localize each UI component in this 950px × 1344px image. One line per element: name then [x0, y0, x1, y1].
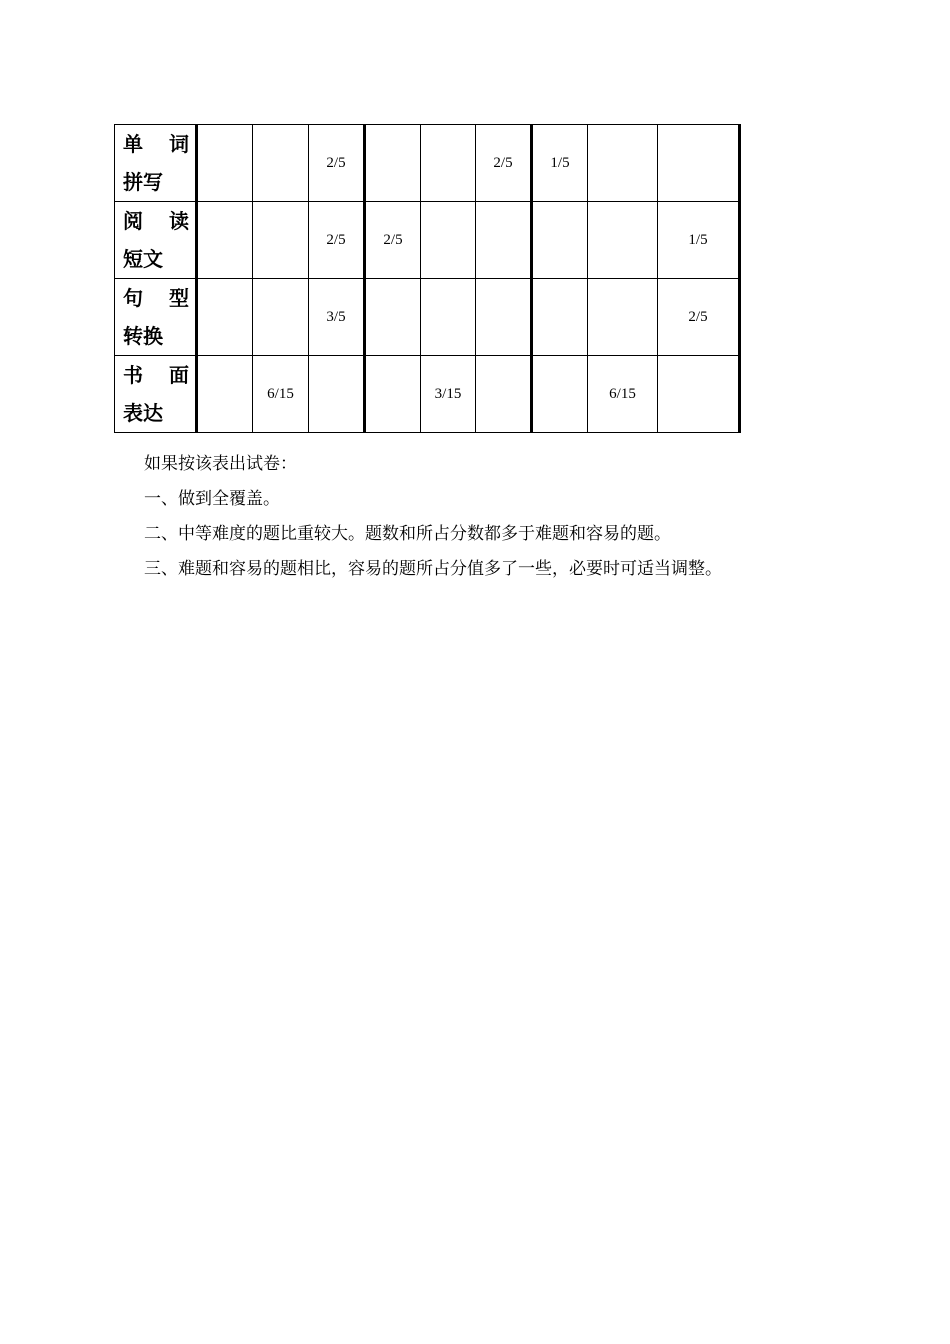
- table-cell: [476, 279, 532, 356]
- table-cell: 3/15: [421, 356, 476, 433]
- table-cell: [197, 125, 253, 202]
- table-cell: [253, 279, 309, 356]
- row-label-line2: 拼写: [123, 170, 163, 194]
- table-cell: [197, 279, 253, 356]
- table-cell: [532, 202, 588, 279]
- table-cell: [421, 202, 476, 279]
- question-spec-table: [114, 124, 741, 433]
- row-label-line1: [123, 125, 189, 163]
- row-label-line1: [123, 356, 189, 394]
- table-cell: [476, 356, 532, 433]
- row-label-char: 句: [123, 286, 143, 310]
- row-label-line2: 表达: [123, 401, 163, 425]
- row-label-char: 面: [169, 363, 189, 387]
- row-label: [115, 202, 197, 279]
- table-row: [115, 356, 740, 433]
- row-label-line1: [123, 279, 189, 317]
- note-point-1: 一、做到全覆盖。: [144, 489, 280, 509]
- table-cell: 2/5: [365, 202, 421, 279]
- table-cell: 2/5: [476, 125, 532, 202]
- table-cell: [365, 125, 421, 202]
- table-cell: [658, 125, 740, 202]
- row-label-line2: 转换: [123, 324, 163, 348]
- note-point-3: 三、难题和容易的题相比，容易的题所占分值多了一些，必要时可适当调整。: [144, 559, 722, 579]
- table-cell: [588, 125, 658, 202]
- row-label-char: 书: [123, 363, 143, 387]
- table-cell: 3/5: [309, 279, 365, 356]
- row-label-line2: 短文: [123, 247, 163, 271]
- table-row: [115, 202, 740, 279]
- row-label-char: 词: [169, 132, 189, 156]
- table-cell: [365, 356, 421, 433]
- table-row: [115, 279, 740, 356]
- table-cell: 1/5: [658, 202, 740, 279]
- table-cell: [588, 202, 658, 279]
- table-cell: [197, 356, 253, 433]
- table-cell: [197, 202, 253, 279]
- row-label: [115, 125, 197, 202]
- note-point-2: 二、中等难度的题比重较大。题数和所占分数都多于难题和容易的题。: [144, 524, 671, 544]
- table-cell: [365, 279, 421, 356]
- table-cell: [421, 279, 476, 356]
- table-cell: [421, 125, 476, 202]
- row-label-char: 型: [169, 286, 189, 310]
- row-label-line1: [123, 202, 189, 240]
- row-label: [115, 279, 197, 356]
- row-label-char: 阅: [123, 209, 143, 233]
- table-cell: 2/5: [309, 202, 365, 279]
- table-cell: 6/15: [588, 356, 658, 433]
- table-cell: [588, 279, 658, 356]
- table-cell: [532, 356, 588, 433]
- notes-intro: 如果按该表出试卷：: [144, 454, 297, 474]
- row-label: [115, 356, 197, 433]
- table-cell: [253, 202, 309, 279]
- table-cell: [532, 279, 588, 356]
- table-cell: 6/15: [253, 356, 309, 433]
- table-cell: 2/5: [309, 125, 365, 202]
- row-label-char: 单: [123, 132, 143, 156]
- row-label-char: 读: [169, 209, 189, 233]
- table-cell: [253, 125, 309, 202]
- table-cell: [309, 356, 365, 433]
- table-cell: [658, 356, 740, 433]
- table-cell: 2/5: [658, 279, 740, 356]
- table-row: [115, 125, 740, 202]
- table-cell: [476, 202, 532, 279]
- table-cell: 1/5: [532, 125, 588, 202]
- conclusion-notes: [144, 447, 722, 587]
